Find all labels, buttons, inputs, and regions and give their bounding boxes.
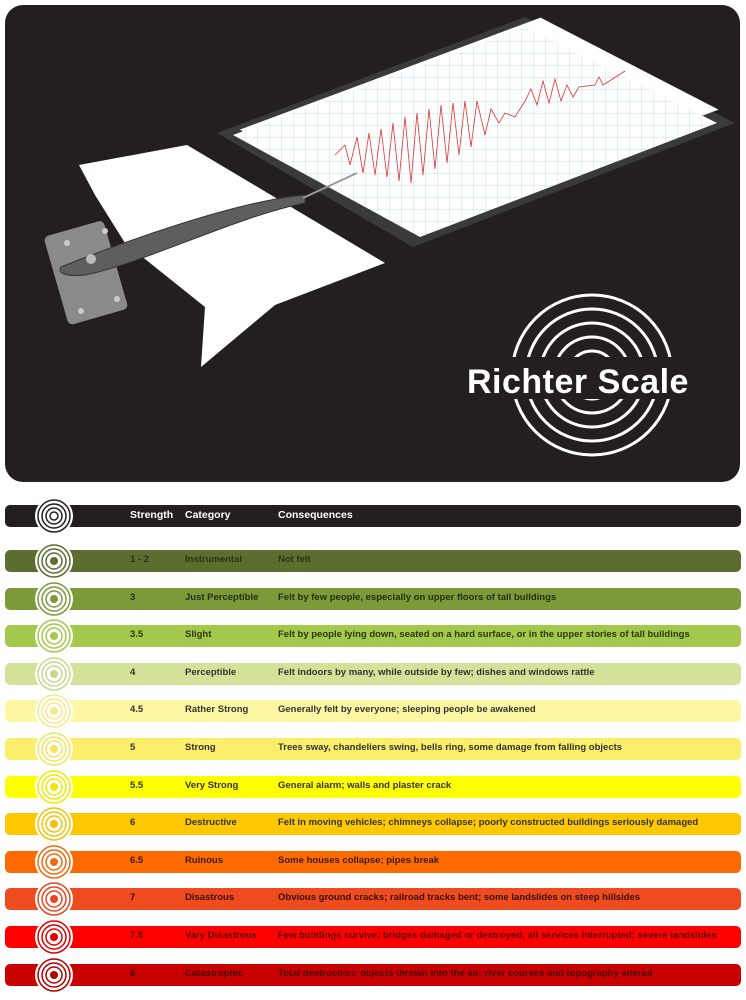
target-rings-icon [34, 842, 74, 882]
consequences-cell: Some houses collapse; pipes break [278, 854, 440, 866]
category-cell: Vary Disastrous [185, 930, 257, 941]
target-rings-icon [34, 616, 74, 656]
consequences-cell: Felt indoors by many, while outside by few; dishes and windows rattle [278, 666, 595, 678]
target-rings-icon [34, 804, 74, 844]
category-cell: Catastrophic [185, 967, 244, 979]
header-category: Category [185, 509, 231, 521]
header-consequences: Consequences [278, 509, 353, 521]
table-row [5, 738, 741, 760]
strength-cell: 3 [130, 591, 136, 603]
table-header [5, 505, 741, 527]
target-rings-icon [34, 729, 74, 769]
category-cell: Very Strong [185, 779, 239, 791]
target-rings-icon [34, 879, 74, 919]
hero-panel [5, 5, 740, 482]
table-row [5, 663, 741, 685]
strength-cell: 6.5 [130, 854, 144, 866]
category-cell: Instrumental [185, 554, 243, 565]
table-row [5, 964, 741, 986]
consequences-cell: Obvious ground cracks; railroad tracks bent; some landslides on steep hillsides [278, 892, 641, 904]
category-cell: Rather Strong [185, 704, 249, 716]
hero-title: Richter Scale [467, 363, 689, 401]
target-rings-icon [34, 654, 74, 694]
table-row [5, 851, 741, 873]
consequences-cell: Generally felt by everyone; sleeping people be awakened [278, 704, 536, 716]
target-rings-icon [34, 579, 74, 619]
strength-cell: 6 [130, 817, 136, 829]
strength-cell: 1 - 2 [130, 554, 150, 565]
target-rings-icon [34, 496, 74, 536]
target-rings-icon [34, 955, 74, 995]
strength-cell: 4 [130, 666, 136, 678]
table-row [5, 888, 741, 910]
category-cell: Destructive [185, 817, 237, 829]
strength-cell: 7 [130, 892, 136, 904]
consequences-cell: Trees sway, chandeliers swing, bells ring, some damage from falling objects [278, 742, 623, 753]
header-strength: Strength [130, 509, 174, 521]
consequences-cell: Felt by few people, especially on upper floors of tall buildings [278, 591, 557, 603]
target-rings-icon [34, 691, 74, 731]
table-row [5, 550, 741, 572]
target-rings-icon [34, 541, 74, 581]
table-row [5, 625, 741, 647]
consequences-cell: General alarm; walls and plaster crack [278, 779, 452, 791]
strength-cell: 3.5 [130, 629, 144, 641]
category-cell: Disastrous [185, 892, 235, 904]
table-row [5, 926, 741, 948]
strength-cell: 5 [130, 742, 136, 753]
consequences-cell: Felt in moving vehicles; chimneys collapse; poorly constructed buildings seriously damaged [278, 817, 699, 829]
strength-cell: 5.5 [130, 779, 144, 791]
consequences-cell: Total destruction; objects thrown into the air; river courses and topography altered [278, 967, 653, 979]
strength-cell: 8 [130, 967, 136, 979]
table-row [5, 700, 741, 722]
strength-cell: 7.5 [130, 930, 144, 941]
category-cell: Just Perceptible [185, 591, 259, 603]
target-rings-icon [34, 767, 74, 807]
target-rings-icon [34, 917, 74, 957]
table-row [5, 776, 741, 798]
consequences-cell: Few buildings survive; bridges damaged or destroyed; all services interrupted; severe landslides [278, 930, 717, 941]
seismograph-illustration [5, 5, 740, 482]
category-cell: Strong [185, 742, 216, 753]
table-row [5, 813, 741, 835]
consequences-cell: Felt by people lying down, seated on a hard surface, or in the upper stories of tall buildings [278, 629, 690, 641]
table-row [5, 588, 741, 610]
category-cell: Slight [185, 629, 212, 641]
category-cell: Ruinous [185, 854, 223, 866]
category-cell: Perceptible [185, 666, 237, 678]
consequences-cell: Not felt [278, 554, 311, 565]
strength-cell: 4.5 [130, 704, 144, 716]
